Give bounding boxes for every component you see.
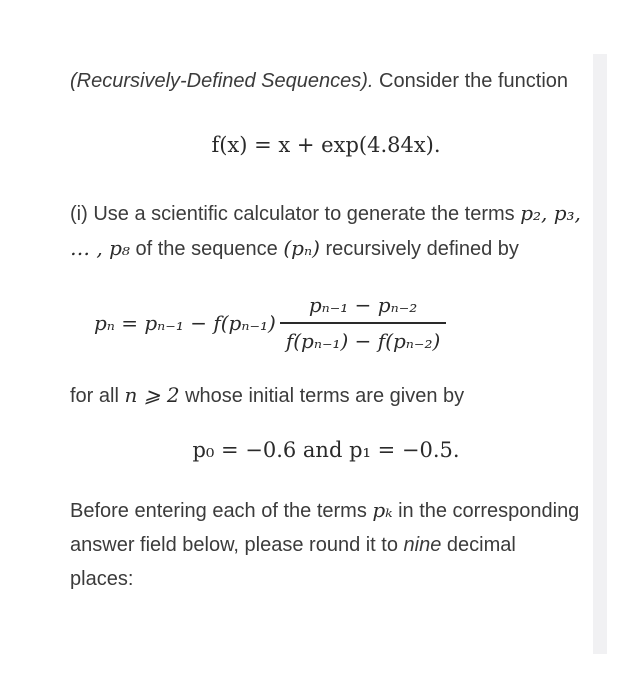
part-text-2: of the sequence	[135, 238, 278, 260]
instruction-text-2: in the corresponding answer field below, please round it to	[70, 499, 580, 556]
fraction-numerator: pₙ₋₁ − pₙ₋₂	[308, 293, 418, 317]
for-all-text: for all	[70, 384, 119, 407]
condition-paragraph	[70, 378, 582, 413]
part-text-3: recursively defined by	[325, 238, 519, 260]
problem-content	[70, 64, 582, 596]
initial-terms-text: whose initial terms are given by	[185, 384, 465, 407]
scrollbar[interactable]	[593, 54, 607, 654]
recurrence-formula	[70, 292, 582, 354]
recurrence-fraction	[280, 292, 446, 354]
part-label: (i)	[70, 203, 88, 225]
terms-list: p₂, p₃, … , p₈	[70, 201, 581, 260]
problem-title: (Recursively-Defined Sequences).	[70, 70, 374, 92]
intro-paragraph	[70, 64, 582, 98]
instruction-text-1: Before entering each of the terms	[70, 499, 367, 522]
function-equation: f(x) = x + exp(4.84x).	[211, 133, 441, 157]
recurrence-lhs: pₙ = pₙ₋₁ − f(pₙ₋₁)	[94, 310, 276, 335]
sequence-symbol: (pₙ)	[283, 236, 320, 260]
pk-symbol: pₖ	[372, 497, 393, 522]
intro-text: Consider the function	[373, 70, 569, 92]
instruction-italic: nine	[403, 533, 442, 556]
fraction-denominator: f(pₙ₋₁) − f(pₙ₋₂)	[285, 328, 441, 353]
instruction-text-3: decimal places:	[70, 533, 516, 590]
part-text-1: Use a scientific calculator to generate the terms	[93, 203, 515, 225]
instruction-paragraph	[70, 493, 582, 596]
condition-expression: n ⩾ 2	[124, 382, 180, 407]
initial-terms-equation: p₀ = −0.6 and p₁ = −0.5.	[192, 437, 460, 462]
part-i-paragraph	[70, 196, 582, 266]
